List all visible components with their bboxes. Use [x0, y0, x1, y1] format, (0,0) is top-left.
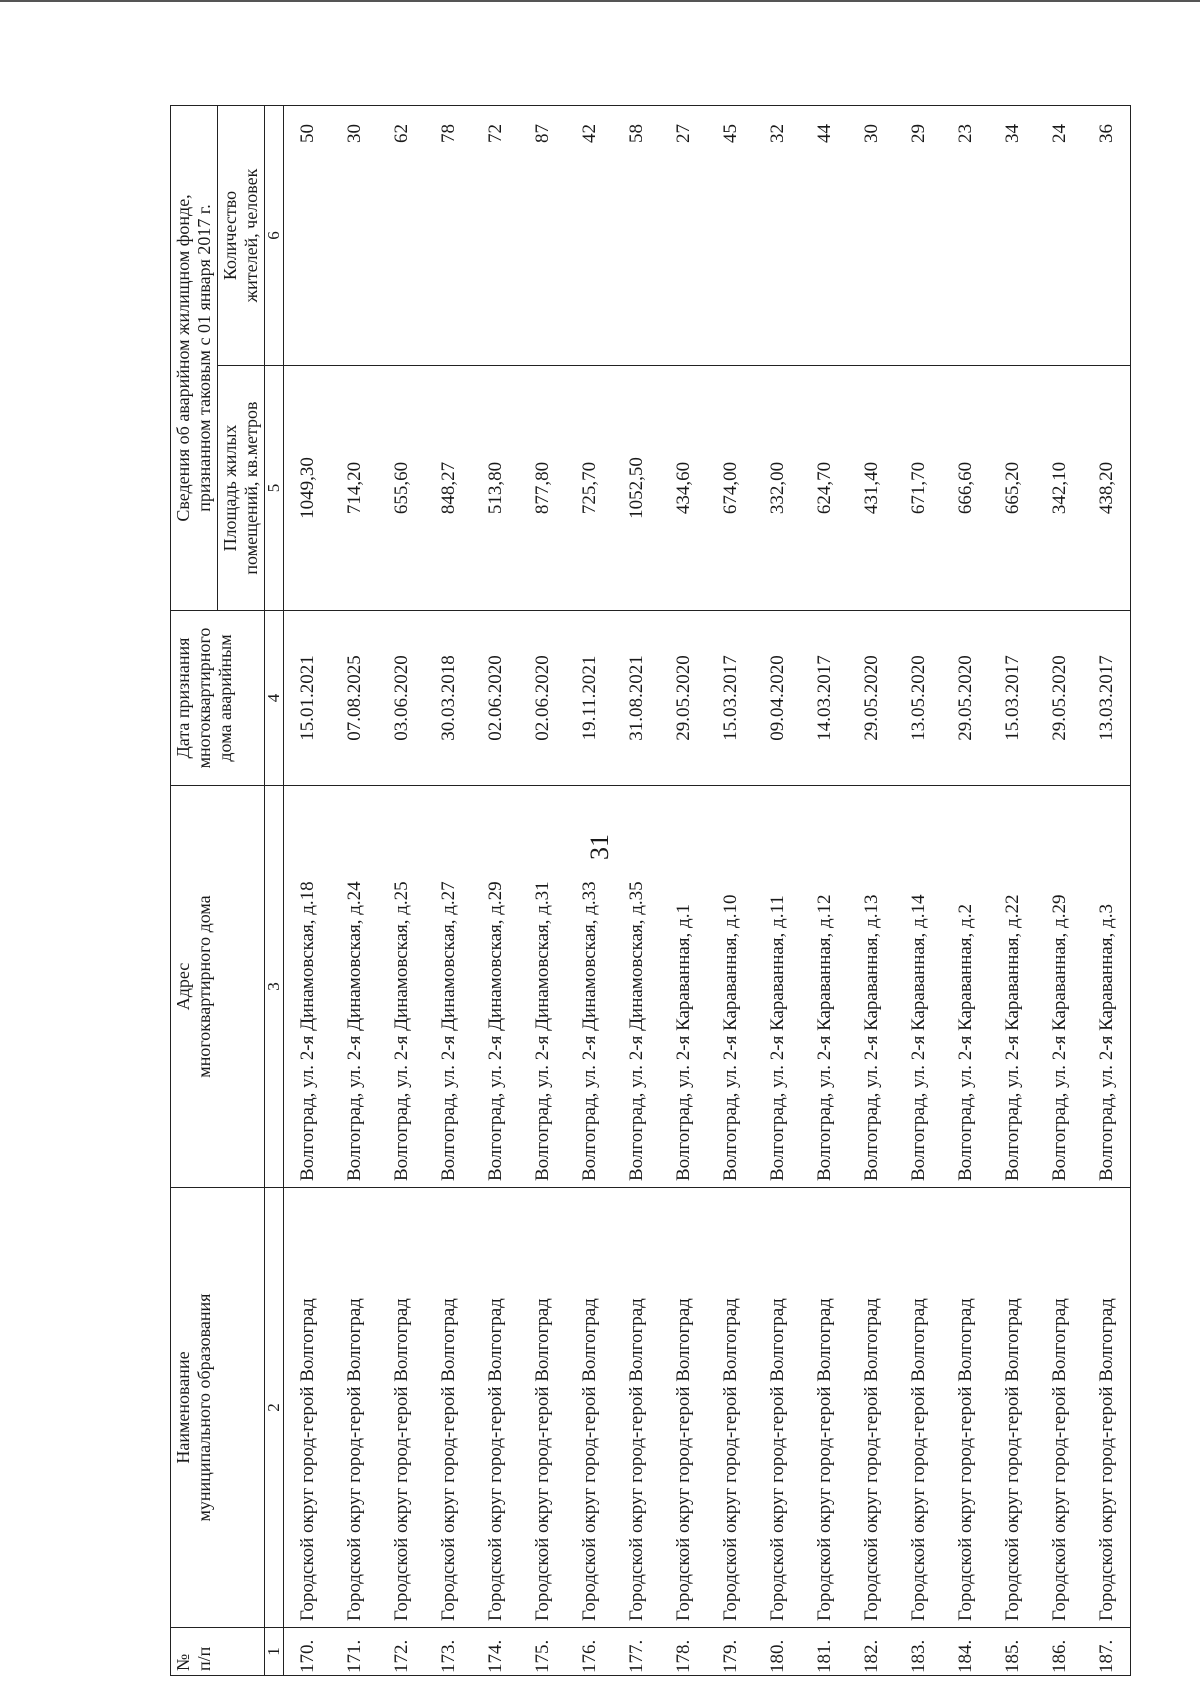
residents-cell: 42: [566, 105, 613, 365]
header-municipality: Наименование муниципального образования: [171, 1188, 265, 1628]
municipality-cell: Городской округ город-герой Волгоград: [1036, 1188, 1083, 1628]
residents-cell: 30: [331, 105, 378, 365]
column-number: 5: [265, 366, 284, 611]
table-row: [1036, 105, 1083, 1675]
municipality-cell: Городской округ город-герой Волгоград: [284, 1188, 332, 1628]
date-cell: 30.03.2018: [425, 611, 472, 786]
scan-edge: [0, 0, 1200, 2]
date-cell: 13.05.2020: [895, 611, 942, 786]
row-number: 183.: [895, 1628, 942, 1676]
row-number: 186.: [1036, 1628, 1083, 1676]
date-cell: 09.04.2020: [754, 611, 801, 786]
municipality-cell: Городской округ город-герой Волгоград: [1083, 1188, 1131, 1628]
row-number: 187.: [1083, 1628, 1131, 1676]
area-cell: 1049,30: [284, 366, 332, 611]
residents-cell: 78: [425, 105, 472, 365]
table-row: [566, 105, 613, 1675]
area-cell: 655,60: [378, 366, 425, 611]
header-living-area: Площадь жилых помещений, кв.метров: [218, 366, 265, 611]
date-cell: 02.06.2020: [519, 611, 566, 786]
table-body: [284, 105, 1131, 1675]
date-cell: 29.05.2020: [1036, 611, 1083, 786]
area-cell: 434,60: [660, 366, 707, 611]
table-row: [848, 105, 895, 1675]
column-number: 3: [265, 786, 284, 1188]
date-cell: 15.03.2017: [989, 611, 1036, 786]
row-number: 178.: [660, 1628, 707, 1676]
address-cell: Волгоград, ул. 2-я Караванная, д.1: [660, 786, 707, 1188]
date-cell: 14.03.2017: [801, 611, 848, 786]
residents-cell: 24: [1036, 105, 1083, 365]
address-cell: Волгоград, ул. 2-я Динамовская, д.31: [519, 786, 566, 1188]
address-cell: Волгоград, ул. 2-я Караванная, д.3: [1083, 786, 1131, 1188]
area-cell: 848,27: [425, 366, 472, 611]
residents-cell: 72: [472, 105, 519, 365]
row-number: 179.: [707, 1628, 754, 1676]
municipality-cell: Городской округ город-герой Волгоград: [660, 1188, 707, 1628]
residents-cell: 27: [660, 105, 707, 365]
area-cell: 674,00: [707, 366, 754, 611]
address-cell: Волгоград, ул. 2-я Караванная, д.2: [942, 786, 989, 1188]
rotated-page: [170, 106, 1190, 1676]
column-number: 2: [265, 1188, 284, 1628]
area-cell: 431,40: [848, 366, 895, 611]
row-number: 175.: [519, 1628, 566, 1676]
header-residents: Количество жителей, человек: [218, 105, 265, 365]
row-number: 177.: [613, 1628, 660, 1676]
municipality-cell: Городской округ город-герой Волгоград: [707, 1188, 754, 1628]
column-number: 1: [265, 1628, 284, 1676]
row-number: 176.: [566, 1628, 613, 1676]
area-cell: 714,20: [331, 366, 378, 611]
row-number: 171.: [331, 1628, 378, 1676]
area-cell: 332,00: [754, 366, 801, 611]
residents-cell: 87: [519, 105, 566, 365]
residents-cell: 58: [613, 105, 660, 365]
date-cell: 03.06.2020: [378, 611, 425, 786]
table-row: [519, 105, 566, 1675]
table-row: [472, 105, 519, 1675]
residents-cell: 45: [707, 105, 754, 365]
table-row: [425, 105, 472, 1675]
address-cell: Волгоград, ул. 2-я Караванная, д.29: [1036, 786, 1083, 1188]
table-row: [942, 105, 989, 1675]
area-cell: 665,20: [989, 366, 1036, 611]
area-cell: 725,70: [566, 366, 613, 611]
header-emergency-fund: Сведения об аварийном жилищном фонде, признанном таковым с 01 января 2017 г.: [171, 105, 218, 610]
date-cell: 31.08.2021: [613, 611, 660, 786]
area-cell: 877,80: [519, 366, 566, 611]
address-cell: Волгоград, ул. 2-я Динамовская, д.33: [566, 786, 613, 1188]
table-row: [1083, 105, 1131, 1675]
residents-cell: 23: [942, 105, 989, 365]
area-cell: 666,60: [942, 366, 989, 611]
header-number: № п/п: [171, 1628, 265, 1676]
address-cell: Волгоград, ул. 2-я Караванная, д.22: [989, 786, 1036, 1188]
column-number-row: [265, 105, 284, 1675]
municipality-cell: Городской округ город-герой Волгоград: [989, 1188, 1036, 1628]
row-number: 173.: [425, 1628, 472, 1676]
residents-cell: 34: [989, 105, 1036, 365]
municipality-cell: Городской округ город-герой Волгоград: [754, 1188, 801, 1628]
address-cell: Волгоград, ул. 2-я Караванная, д.13: [848, 786, 895, 1188]
header-recognition-date: Дата признания многоквартирного дома аварийным: [171, 611, 265, 786]
municipality-cell: Городской округ город-герой Волгоград: [566, 1188, 613, 1628]
column-number: 4: [265, 611, 284, 786]
area-cell: 342,10: [1036, 366, 1083, 611]
residents-cell: 32: [754, 105, 801, 365]
address-cell: Волгоград, ул. 2-я Караванная, д.11: [754, 786, 801, 1188]
area-cell: 671,70: [895, 366, 942, 611]
date-cell: 15.01.2021: [284, 611, 332, 786]
row-number: 181.: [801, 1628, 848, 1676]
municipality-cell: Городской округ город-герой Волгоград: [942, 1188, 989, 1628]
date-cell: 13.03.2017: [1083, 611, 1131, 786]
emergency-housing-table: [170, 105, 1131, 1676]
residents-cell: 50: [284, 105, 332, 365]
row-number: 170.: [284, 1628, 332, 1676]
table-row: [660, 105, 707, 1675]
table-row: [801, 105, 848, 1675]
municipality-cell: Городской округ город-герой Волгоград: [848, 1188, 895, 1628]
row-number: 182.: [848, 1628, 895, 1676]
date-cell: 29.05.2020: [942, 611, 989, 786]
row-number: 185.: [989, 1628, 1036, 1676]
date-cell: 29.05.2020: [660, 611, 707, 786]
municipality-cell: Городской округ город-герой Волгоград: [425, 1188, 472, 1628]
address-cell: Волгоград, ул. 2-я Динамовская, д.35: [613, 786, 660, 1188]
residents-cell: 62: [378, 105, 425, 365]
address-cell: Волгоград, ул. 2-я Динамовская, д.25: [378, 786, 425, 1188]
address-cell: Волгоград, ул. 2-я Динамовская, д.27: [425, 786, 472, 1188]
row-number: 172.: [378, 1628, 425, 1676]
date-cell: 29.05.2020: [848, 611, 895, 786]
municipality-cell: Городской округ город-герой Волгоград: [895, 1188, 942, 1628]
municipality-cell: Городской округ город-герой Волгоград: [378, 1188, 425, 1628]
column-number: 6: [265, 105, 284, 365]
municipality-cell: Городской округ город-герой Волгоград: [519, 1188, 566, 1628]
municipality-cell: Городской округ город-герой Волгоград: [613, 1188, 660, 1628]
row-number: 180.: [754, 1628, 801, 1676]
address-cell: Волгоград, ул. 2-я Караванная, д.10: [707, 786, 754, 1188]
residents-cell: 36: [1083, 105, 1131, 365]
table-row: [284, 105, 332, 1675]
table-row: [378, 105, 425, 1675]
residents-cell: 29: [895, 105, 942, 365]
residents-cell: 30: [848, 105, 895, 365]
municipality-cell: Городской округ город-герой Волгоград: [472, 1188, 519, 1628]
date-cell: 07.08.2025: [331, 611, 378, 786]
area-cell: 513,80: [472, 366, 519, 611]
area-cell: 1052,50: [613, 366, 660, 611]
address-cell: Волгоград, ул. 2-я Динамовская, д.18: [284, 786, 332, 1188]
table-row: [613, 105, 660, 1675]
address-cell: Волгоград, ул. 2-я Караванная, д.14: [895, 786, 942, 1188]
date-cell: 19.11.2021: [566, 611, 613, 786]
address-cell: Волгоград, ул. 2-я Динамовская, д.29: [472, 786, 519, 1188]
table-row: [989, 105, 1036, 1675]
table-row: [707, 105, 754, 1675]
address-cell: Волгоград, ул. 2-я Динамовская, д.24: [331, 786, 378, 1188]
table-row: [754, 105, 801, 1675]
area-cell: 624,70: [801, 366, 848, 611]
area-cell: 438,20: [1083, 366, 1131, 611]
table-row: [895, 105, 942, 1675]
date-cell: 02.06.2020: [472, 611, 519, 786]
row-number: 184.: [942, 1628, 989, 1676]
row-number: 174.: [472, 1628, 519, 1676]
date-cell: 15.03.2017: [707, 611, 754, 786]
municipality-cell: Городской округ город-герой Волгоград: [331, 1188, 378, 1628]
address-cell: Волгоград, ул. 2-я Караванная, д.12: [801, 786, 848, 1188]
header-address: Адрес многоквартирного дома: [171, 786, 265, 1188]
table-row: [331, 105, 378, 1675]
page-number: 31: [585, 834, 614, 860]
municipality-cell: Городской округ город-герой Волгоград: [801, 1188, 848, 1628]
residents-cell: 44: [801, 105, 848, 365]
